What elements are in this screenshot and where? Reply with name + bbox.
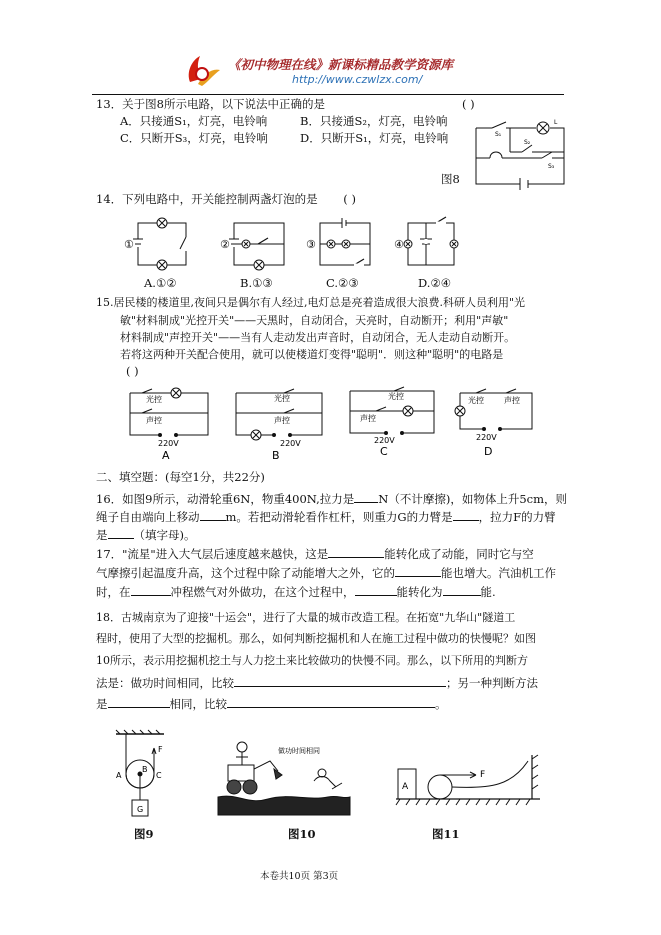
fig9-label-c: C	[156, 771, 162, 780]
fig11-label-f: F	[480, 770, 486, 780]
q17-line-2: 气摩擦引起温度升高，这个过程中除了动能增大之外，它的 能也增大。汽油机工作	[96, 566, 556, 580]
fig8-label-s1: S₁	[495, 131, 502, 138]
header-banner: 《初中物理在线》新课标精品教学资源库	[228, 57, 454, 72]
fig8-circuit	[472, 112, 572, 190]
q15-b-sound-label: 声控	[274, 416, 290, 425]
q14-option-a: A.①②	[144, 276, 177, 290]
q15-b-voltage: 220V	[280, 439, 301, 448]
q18-line-5: 是 相同，比较 。	[96, 697, 447, 711]
fig11-label-a: A	[402, 782, 409, 792]
fig9-caption: 图9	[134, 827, 154, 841]
q18-blank-2[interactable]	[108, 696, 170, 708]
q14-option-b: B.①③	[240, 276, 273, 290]
q15-line-1: 15.居民楼的楼道里,夜间只是偶尔有人经过,电灯总是亮着造成很大浪费.科研人员利用"光	[96, 296, 526, 309]
q15-d-voltage: 220V	[476, 433, 497, 442]
q17-blank-1[interactable]	[328, 546, 384, 558]
q15-letter-b: B	[272, 449, 280, 462]
q15-line-4: 若将这两种开关配合使用，就可以使楼道灯变得"聪明"．则这种"聪明"的电路是	[120, 348, 504, 361]
q14-circuit-num-1: ①	[124, 238, 134, 251]
q17-blank-4[interactable]	[355, 584, 397, 596]
fig9-label-g: G	[137, 805, 144, 814]
site-logo	[182, 52, 222, 88]
fig8-label-s3: S₃	[548, 163, 555, 170]
q17-line-3: 时，在 冲程燃气对外做功，在这个过程中， 能转化为 能.	[96, 585, 496, 599]
fig9-label-f: F	[158, 745, 163, 754]
q16-blank-force[interactable]	[354, 491, 378, 503]
q17-blank-5[interactable]	[443, 584, 481, 596]
fig11-caption: 图11	[432, 827, 460, 841]
q13-option-b: B．只接通S₂，灯亮，电铃响	[300, 114, 448, 128]
section2-title: 二、填空题：(每空1分，共22分)	[96, 470, 265, 484]
q13-stem: 13．关于图8所示电路，以下说法中正确的是	[96, 97, 325, 111]
fig8-caption: 图8	[441, 172, 460, 186]
fig10-caption: 图10	[288, 827, 316, 841]
q15-line-3: 材料制成"声控开关"——当有人走动发出声音时，自动闭合，无人走动自动断开。	[120, 331, 516, 344]
q14-circuit-num-3: ③	[306, 238, 316, 251]
q17-blank-2[interactable]	[395, 565, 441, 577]
q15-b-light-label: 光控	[274, 394, 290, 403]
fig10-excavator	[218, 735, 350, 815]
q15-line-2: 敏"材料制成"光控开关"——天黑时，自动闭合，天亮时，自动断开；利用"声敏"	[120, 314, 509, 327]
q14-option-c: C.②③	[326, 276, 359, 290]
q15-d-light-label: 光控	[468, 396, 484, 405]
q17-blank-3[interactable]	[131, 584, 171, 596]
q15-c-sound-label: 声控	[360, 414, 376, 423]
q16-blank-g-arm[interactable]	[453, 509, 479, 521]
q13-option-a: A．只接通S₁，灯亮，电铃响	[120, 114, 268, 128]
q18-line-4: 法是：做功时间相同，比较 ；另一种判断方法	[96, 676, 538, 690]
q18-blank-1[interactable]	[234, 675, 446, 687]
q13-option-c: C．只断开S₃，灯亮，电铃响	[120, 131, 268, 145]
fig8-label-l: L	[554, 119, 558, 126]
q16-line-1: 16．如图9所示，动滑轮重6N，物重400N,拉力是 N（不计摩擦)，如物体上升5cm，则	[96, 492, 567, 506]
q17-line-1: 17．"流星"进入大气层后速度越来越快，这是 能转化成了动能，同时它与空	[96, 547, 534, 561]
q18-line-3: 10所示，表示用挖掘机挖土与人力挖土来比较做功的快慢不同。那么，以下所用的判断方	[96, 654, 528, 667]
q15-c-light-label: 光控	[388, 392, 404, 401]
q15-a-sound-label: 声控	[146, 416, 162, 425]
header-url[interactable]: http://www.czwlzx.com/	[292, 73, 423, 86]
fig9-label-a: A	[116, 771, 122, 780]
q18-line-1: 18．古城南京为了迎接"十运会"，进行了大量的城市改造工程。在拓宽"九华山"隧道工	[96, 611, 516, 624]
fig11-block	[392, 755, 542, 815]
q18-blank-3[interactable]	[227, 696, 435, 708]
q15-c-voltage: 220V	[374, 436, 395, 445]
fig8-label-s2: S₂	[524, 139, 531, 146]
q16-blank-distance[interactable]	[200, 509, 226, 521]
q14-circuit-num-2: ②	[220, 238, 230, 251]
q15-letter-a: A	[162, 449, 170, 462]
q15-a-light-label: 光控	[146, 395, 162, 404]
q14-circuit-num-4: ④	[394, 238, 404, 251]
fig9-label-b: B	[142, 765, 148, 774]
q18-line-2: 程时，使用了大型的挖掘机。那么，如何判断挖掘机和人在施工过程中做功的快慢呢？如图	[96, 632, 536, 645]
q13-paren: ( )	[462, 97, 475, 111]
fig9-pulley	[112, 730, 172, 822]
q15-circuits	[124, 383, 544, 463]
q14-stem: 14．下列电路中，开关能控制两盏灯泡的是 ( )	[96, 192, 356, 206]
q14-circuits	[124, 217, 464, 271]
q15-a-voltage: 220V	[158, 439, 179, 448]
footer-page-info: 本卷共10页 第3页	[260, 871, 339, 882]
q15-d-sound-label: 声控	[504, 396, 520, 405]
q13-option-d: D．只断开S₁，灯亮，电铃响	[300, 131, 449, 145]
q16-blank-f-arm[interactable]	[108, 527, 134, 539]
q15-paren: ( )	[126, 364, 139, 378]
q16-line-2: 绳子自由端向上移动 m。若把动滑轮看作杠杆，则重力G的力臂是 ，拉力F的力臂	[96, 510, 556, 524]
q15-letter-c: C	[380, 445, 388, 458]
q16-line-3: 是 （填字母)。	[96, 528, 196, 542]
header-rule	[92, 94, 564, 95]
q15-letter-d: D	[484, 445, 493, 458]
q14-option-d: D.②④	[418, 276, 452, 290]
fig10-sign: 做功时间相同	[278, 747, 320, 755]
